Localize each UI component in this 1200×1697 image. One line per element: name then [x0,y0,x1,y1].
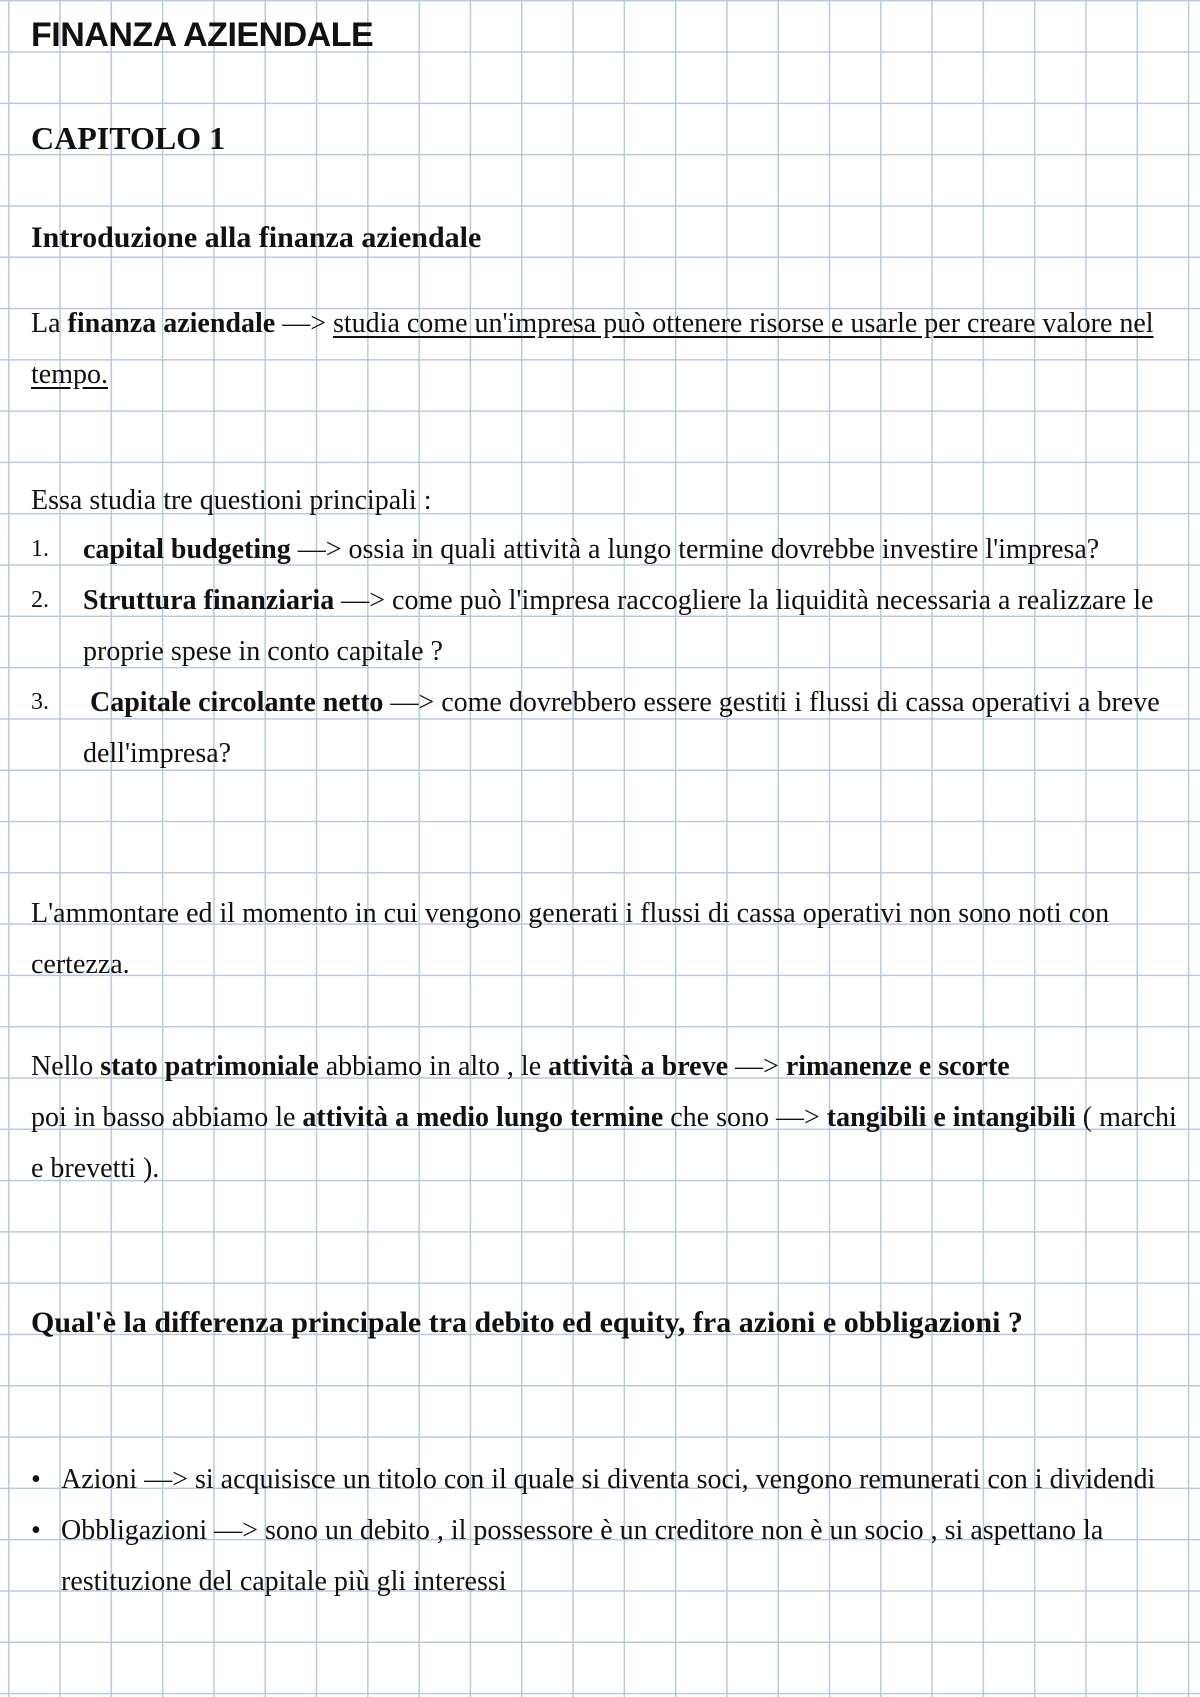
list-number: 3. [31,689,49,715]
bold-term: stato patrimoniale [100,1051,319,1082]
list-item [31,1505,1181,1607]
list-item [31,1454,1181,1505]
definition-prefix: La [31,308,68,339]
question-term: Struttura finanziaria [83,585,335,616]
definition-text: studia come un'impresa può ottenere risorse e usarle per creare valore nel tempo. [31,308,1154,390]
chapter-heading: CAPITOLO 1 [31,120,226,156]
list-item [31,524,1181,575]
questions-list [31,524,1181,779]
question-term: capital budgeting [83,534,291,565]
list-number: 1. [31,536,49,562]
bullet-list [31,1454,1181,1607]
text-run: che sono —> [663,1102,827,1133]
definition-term: finanza aziendale [67,308,276,339]
question-term: Capitale circolante netto [90,687,384,718]
questions-intro: Essa studia tre questioni principali : [31,485,432,516]
bold-term: attività a breve [548,1051,729,1082]
bold-term: attività a medio lungo termine [302,1102,664,1133]
bullet-text: Azioni —> si acquisisce un titolo con il quale si diventa soci, vengono remunerati con i dividendi [61,1464,1156,1495]
definition-paragraph [31,298,1181,400]
list-item [31,575,1181,677]
text-run: abbiamo in alto , le [318,1051,549,1082]
list-number: 2. [31,587,49,613]
text-run: ( marchi e brevetti ). [31,1102,1177,1184]
question-heading: Qual'è la differenza principale tra debito ed equity, fra azioni e obbligazioni ? [31,1306,1023,1339]
question-text: —> come può l'impresa raccogliere la liquidità necessaria a realizzare le proprie spese in conto capitale ? [83,585,1154,667]
bold-term: tangibili e intangibili [826,1102,1076,1133]
bullet-text: Obbligazioni —> sono un debito , il possessore è un creditore non è un socio , si aspettano la restituzione del capitale più gli interessi [61,1515,1104,1597]
uncertainty-paragraph: L'ammontare ed il momento in cui vengono generati i flussi di cassa operativi non sono noti con certezza. [31,898,1110,980]
text-run: —> [728,1051,786,1082]
list-item [31,677,1181,779]
definition-arrow: —> [275,308,333,339]
question-text: —> come dovrebbero essere gestiti i flussi di cassa operativi a breve dell'impresa? [83,687,1160,769]
text-run: Nello [31,1051,101,1082]
text-run: poi in basso abbiamo le [31,1102,303,1133]
bullet-marker: • [31,1515,41,1546]
section-heading: Introduzione alla finanza aziendale [31,221,482,254]
question-text: —> ossia in quali attività a lungo termine dovrebbe investire l'impresa? [290,534,1100,565]
document-title: FINANZA AZIENDALE [31,16,374,54]
bullet-marker: • [31,1464,41,1495]
bold-term: rimanenze e scorte [785,1051,1010,1082]
balance-sheet-paragraph [31,1041,1181,1194]
